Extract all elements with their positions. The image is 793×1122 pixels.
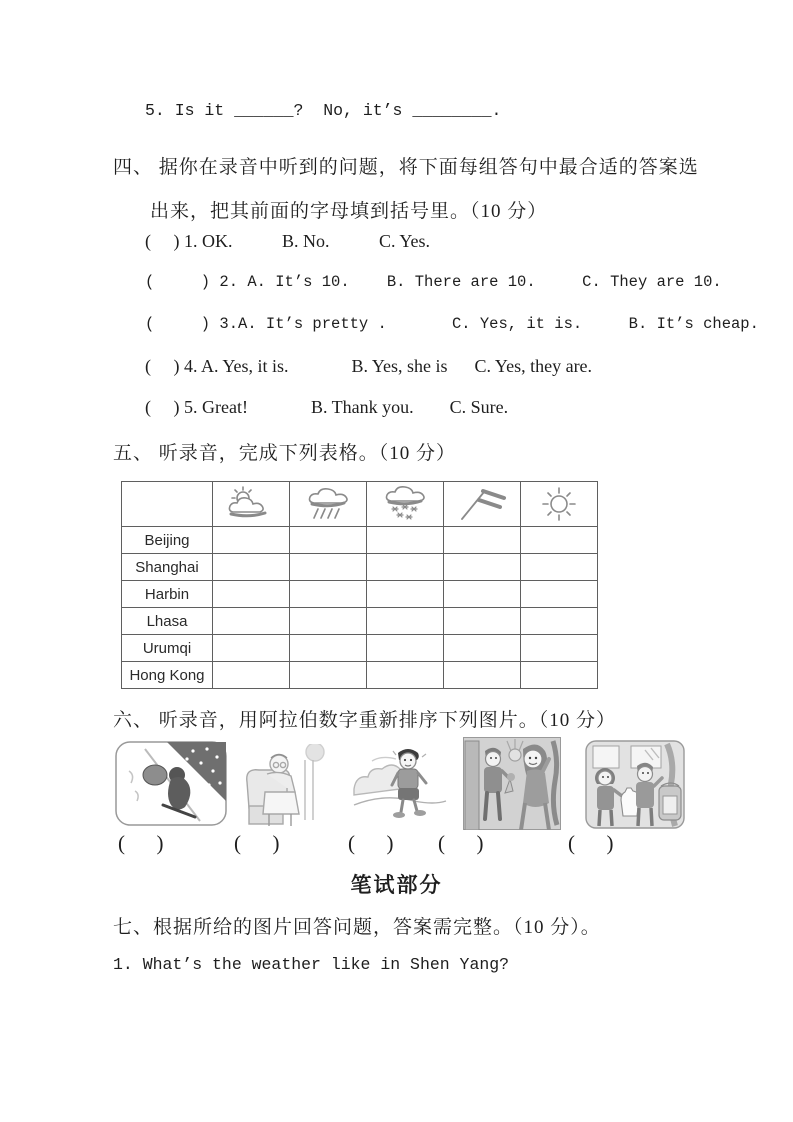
answer-cell[interactable] (444, 554, 521, 581)
windy-icon (444, 482, 521, 527)
city-label: Harbin (122, 581, 213, 608)
answer-cell[interactable] (521, 608, 598, 635)
answer-cell[interactable] (444, 635, 521, 662)
table-row (122, 554, 598, 581)
answer-cell[interactable] (367, 554, 444, 581)
answer-cell[interactable] (444, 608, 521, 635)
answer-cell[interactable] (290, 635, 367, 662)
answer-cell[interactable] (290, 608, 367, 635)
corner-cell (122, 482, 213, 527)
answer-cell[interactable] (367, 635, 444, 662)
answer-paren-2[interactable]: ( ) (234, 831, 280, 855)
answer-cell[interactable] (290, 581, 367, 608)
table-row (122, 635, 598, 662)
sunny-icon (521, 482, 598, 527)
city-label: Hong Kong (122, 662, 213, 689)
city-label: Lhasa (122, 608, 213, 635)
answer-cell[interactable] (444, 662, 521, 689)
table-row (122, 662, 598, 689)
partly-cloudy-icon (213, 482, 290, 527)
choice-item-4: ( ) 4. A. Yes, it is. B. Yes, she is C. Yes, they are. (145, 356, 593, 376)
answer-cell[interactable] (444, 581, 521, 608)
city-label: Shanghai (122, 554, 213, 581)
table-row (122, 608, 598, 635)
answer-paren-5[interactable]: ( ) (568, 831, 614, 855)
picture-sledding-in-snow (115, 741, 227, 831)
weather-table (121, 481, 598, 689)
table-header-row (122, 482, 598, 527)
answer-cell[interactable] (444, 527, 521, 554)
answer-cell[interactable] (367, 527, 444, 554)
answer-cell[interactable] (213, 662, 290, 689)
answer-cell[interactable] (290, 554, 367, 581)
question-5-fill-in: 5. Is it ______? No, it’s ________. (145, 101, 502, 120)
picture-boy-at-door-with-mother (463, 737, 561, 835)
rainy-icon (290, 482, 367, 527)
answer-cell[interactable] (213, 554, 290, 581)
city-label: Urumqi (122, 635, 213, 662)
choice-item-1: ( ) 1. OK. B. No. C. Yes. (145, 231, 431, 251)
answer-cell[interactable] (367, 608, 444, 635)
answer-cell[interactable] (290, 662, 367, 689)
answer-paren-1[interactable]: ( ) (118, 831, 164, 855)
section7-question-1: 1. What’s the weather like in Shen Yang? (113, 955, 510, 974)
table-row (122, 581, 598, 608)
answer-cell[interactable] (521, 527, 598, 554)
table-row (122, 527, 598, 554)
answer-cell[interactable] (213, 527, 290, 554)
section6-heading: 六、 听录音，用阿拉伯数字重新排序下列图片。（10 分） (113, 710, 617, 731)
answer-cell[interactable] (290, 527, 367, 554)
answer-cell[interactable] (213, 608, 290, 635)
choice-item-5: ( ) 5. Great! B. Thank you. C. Sure. (145, 397, 509, 417)
answer-cell[interactable] (521, 635, 598, 662)
answer-cell[interactable] (367, 581, 444, 608)
answer-cell[interactable] (367, 662, 444, 689)
answer-cell[interactable] (213, 635, 290, 662)
picture-kids-with-shirt-indoors (585, 740, 685, 834)
answer-paren-4[interactable]: ( ) (438, 831, 484, 855)
snowy-icon (367, 482, 444, 527)
picture-boy-walking-outdoors (352, 743, 448, 828)
section4-instruction-line1: 四、 据你在录音中听到的问题，将下面每组答句中最合适的答案选 (113, 157, 699, 178)
answer-cell[interactable] (213, 581, 290, 608)
answer-cell[interactable] (521, 662, 598, 689)
section4-instruction-line2: 出来，把其前面的字母填到括号里。（10 分） (150, 201, 548, 222)
answer-cell[interactable] (521, 581, 598, 608)
section5-heading: 五、 听录音，完成下列表格。（10 分） (113, 443, 457, 464)
city-label: Beijing (122, 527, 213, 554)
choice-item-3: ( ) 3.A. It’s pretty . C. Yes, it is. B. It’s cheap. (145, 315, 759, 333)
written-part-title: 笔试部分 (350, 873, 443, 897)
choice-item-2: ( ) 2. A. It’s 10. B. There are 10. C. They are 10. (145, 273, 722, 291)
picture-grandma-by-window (243, 744, 331, 835)
answer-cell[interactable] (521, 554, 598, 581)
section7-heading: 七、根据所给的图片回答问题，答案需完整。（10 分）。 (113, 917, 601, 938)
answer-paren-3[interactable]: ( ) (348, 831, 394, 855)
